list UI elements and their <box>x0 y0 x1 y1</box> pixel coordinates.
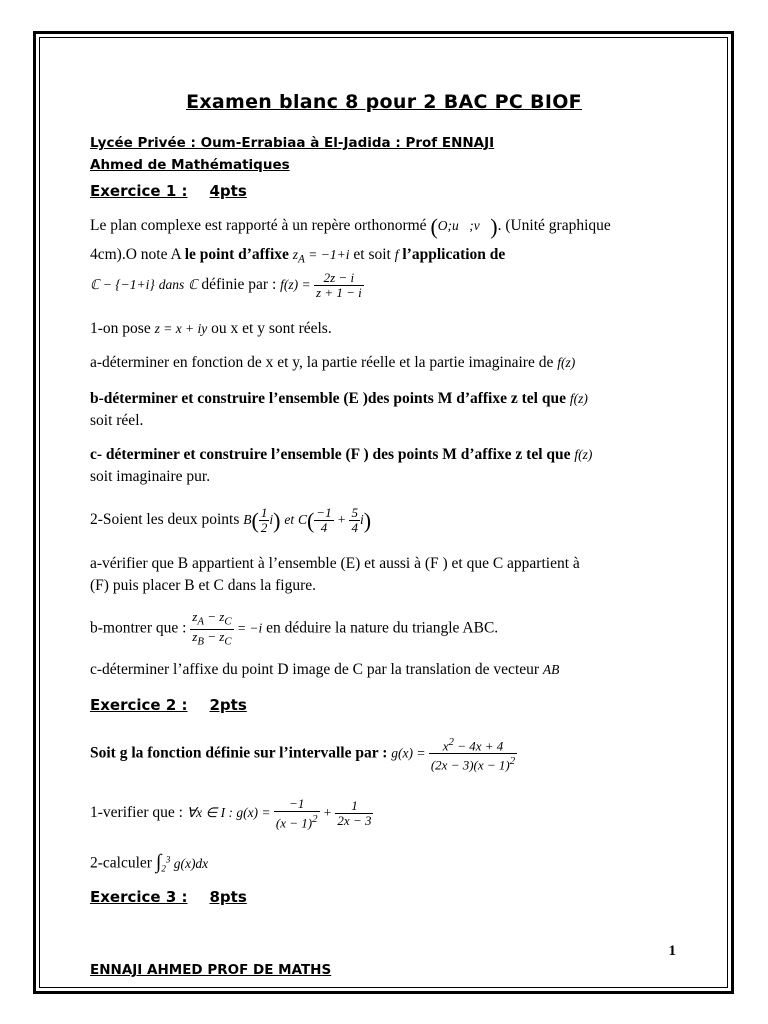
exercise-1-heading <box>90 182 247 200</box>
school-info <box>90 132 650 176</box>
ex1-intro-line1: Le plan complexe est rapporté à un repère orthonormé (O;u⃗;v⃗). (Unité graphique <box>90 213 611 239</box>
ex2-q1: 1-verifier que : ∀x ∈ I : g(x) = $\frac{-1}{(x - 1)^2}$ + $\frac{1}{2x - 3}$ <box>90 796 372 831</box>
ex1-q2c: c-déterminer l’affixe du point D image de C par la translation de vecteur AB <box>90 661 560 678</box>
ex1-q2b: b-montrer que : $\frac{z_A - z_C}{z_B - z_C}$ = −i en déduire la nature du triangle ABC. <box>90 609 499 648</box>
f-fraction: $\frac{2z - i}{z + 1 - i}$ <box>316 270 362 300</box>
ex1-intro-line2: 4cm).O note A le point d’affixe $z_A = -1+i$ et soit f l’application de <box>90 246 506 266</box>
ex1-qa: a-déterminer en fonction de x et y, la partie réelle et la partie imaginaire de f(z) <box>90 354 576 371</box>
g-fraction: $\frac{x^2 - 4x + 4}{(2x - 3)(x - 1)^2}$ <box>430 736 516 773</box>
f-formula: f(z) = <box>280 277 315 293</box>
ex1-q2a: a-vérifier que B appartient à l’ensemble (E) et aussi à (F ) et que C appartient à (F) puis placer B et C dans la figure. <box>90 555 580 594</box>
exercise-3-label: Exercice 3 : <box>90 888 188 906</box>
ex1-q1: 1-on pose z = x + iy ou x et y sont réels. <box>90 320 332 337</box>
ex2-intro: Soit g la fonction définie sur l’intervalle par : g(x) = $\frac{x^2 - 4x + 4}{(2x - 3)(x - 1)^2}$ <box>90 736 516 773</box>
exercise-1-label: Exercice 1 : <box>90 182 188 200</box>
exercise-3-heading <box>90 888 247 906</box>
ex2-q2: 2-calculer $\int_2^3$ g(x)dx <box>90 850 209 874</box>
ex1-qb: b-déterminer et construire l’ensemble (E )des points M d’affixe z tel que f(z) soit réel. <box>90 390 588 429</box>
za-formula: $z_A = -1+i$ <box>292 247 350 266</box>
exercise-2-heading <box>90 696 247 714</box>
exercise-2-label: Exercice 2 : <box>90 696 188 714</box>
page-number: 1 <box>668 943 676 959</box>
domain-formula: ℂ − {−1+i} <box>90 277 155 293</box>
ex1-q2: 2-Soient les deux points B( $\frac{1}{2}$ i) et C( $\frac{-1}{4}$ + $\frac{5}{4}$ i) <box>90 505 372 535</box>
exam-title: Examen blanc 8 pour 2 BAC PC BIOF <box>186 91 582 113</box>
ex1-definition: ℂ − {−1+i} dans ℂ définie par : f(z) = $\frac{2z - i}{z + 1 - i}$ <box>90 270 362 300</box>
school-line-1: Lycée Privée : Oum-Errabiaa à El-Jadida : Prof ENNAJI <box>90 135 495 151</box>
integral-formula: $\int_2^3$ g(x)dx <box>155 850 209 874</box>
ex1-qc: c- déterminer et construire l’ensemble (F ) des points M d’affixe z tel que f(z) soit imaginaire pur. <box>90 446 593 485</box>
exercise-2-points: 2pts <box>209 696 247 714</box>
frame-formula: (O;u⃗;v⃗) <box>430 213 498 239</box>
school-line-2: Ahmed de Mathématiques <box>90 157 290 173</box>
footer-author: ENNAJI AHMED PROF DE MATHS <box>90 962 332 978</box>
point-c: C( <box>297 507 315 533</box>
exercise-1-points: 4pts <box>209 182 247 200</box>
ratio-fraction: $\frac{z_A - z_C}{z_B - z_C}$ <box>192 609 232 648</box>
point-b: B( <box>243 507 259 533</box>
exercise-3-points: 8pts <box>209 888 247 906</box>
